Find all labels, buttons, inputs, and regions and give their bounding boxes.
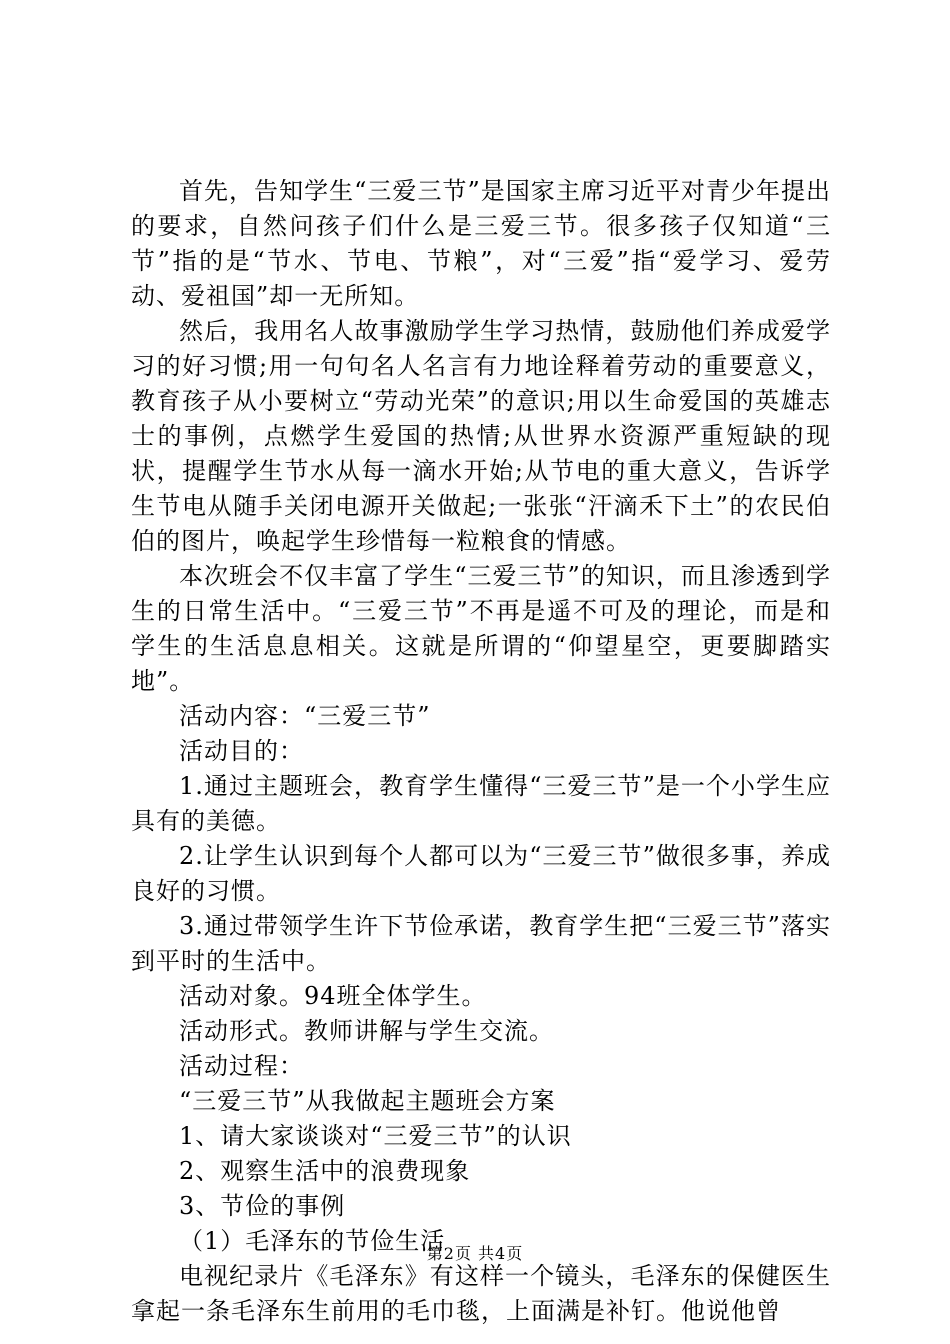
process-step-3: 3、节俭的事例 [179,1192,346,1220]
activity-purpose-2: 2.让学生认识到每个人都可以为“三爱三节”做很多事，养成良好的习惯。 [131,842,831,905]
activity-process-heading: 活动过程： [179,1052,304,1080]
paragraph-intro: 首先，告知学生“三爱三节”是国家主席习近平对青少年提出的要求，自然问孩子们什么是三爱三节。很多孩子仅知道“三节”指的是“节水、节电、节粮”，对“三爱”指“爱学习、爱劳动、爱祖国”却一无所知。 [131,177,831,310]
process-step-2: 2、观察生活中的浪费现象 [179,1157,471,1185]
example-paragraph: 电视纪录片《毛泽东》有这样一个镜头，毛泽东的保健医生拿起一条毛泽东生前用的毛巾毯，上面满是补钉。他说他曾 [131,1262,831,1325]
activity-purpose-heading: 活动目的： [179,737,304,765]
document-body [131,174,831,1329]
plan-title: “三爱三节”从我做起主题班会方案 [179,1087,556,1115]
paragraph-summary: 本次班会不仅丰富了学生“三爱三节”的知识，而且渗透到学生的日常生活中。“三爱三节”不再是遥不可及的理论，而是和学生的生活息息相关。这就是所谓的“仰望星空，更要脚踏实地”。 [131,562,831,695]
paragraph-then: 然后，我用名人故事激励学生学习热情，鼓励他们养成爱学习的好习惯;用一句句名人名言有力地诠释着劳动的重要意义，教育孩子从小要树立“劳动光荣”的意识;用以生命爱国的英雄志士的事例，点燃学生爱国的热情;从世界水资源严重短缺的现状，提醒学生节水从每一滴水开始;从节电的重大意义，告诉学生节电从随手关闭电源开关做起;一张张“汗滴禾下土”的农民伯伯的图片，唤起学生珍惜每一粒粮食的情感。 [131,317,831,555]
example-heading: （1）毛泽东的节俭生活 [179,1227,446,1255]
activity-target: 活动对象。94班全体学生。 [179,982,487,1010]
activity-form: 活动形式。教师讲解与学生交流。 [179,1017,554,1045]
activity-purpose-1: 1.通过主题班会，教育学生懂得“三爱三节”是一个小学生应具有的美德。 [131,772,831,835]
activity-purpose-3: 3.通过带领学生许下节俭承诺，教育学生把“三爱三节”落实到平时的生活中。 [131,912,831,975]
process-step-1: 1、请大家谈谈对“三爱三节”的认识 [179,1122,572,1150]
page-footer: 第2页 共4页 [426,1244,524,1263]
activity-content: 活动内容：“三爱三节” [179,702,431,730]
